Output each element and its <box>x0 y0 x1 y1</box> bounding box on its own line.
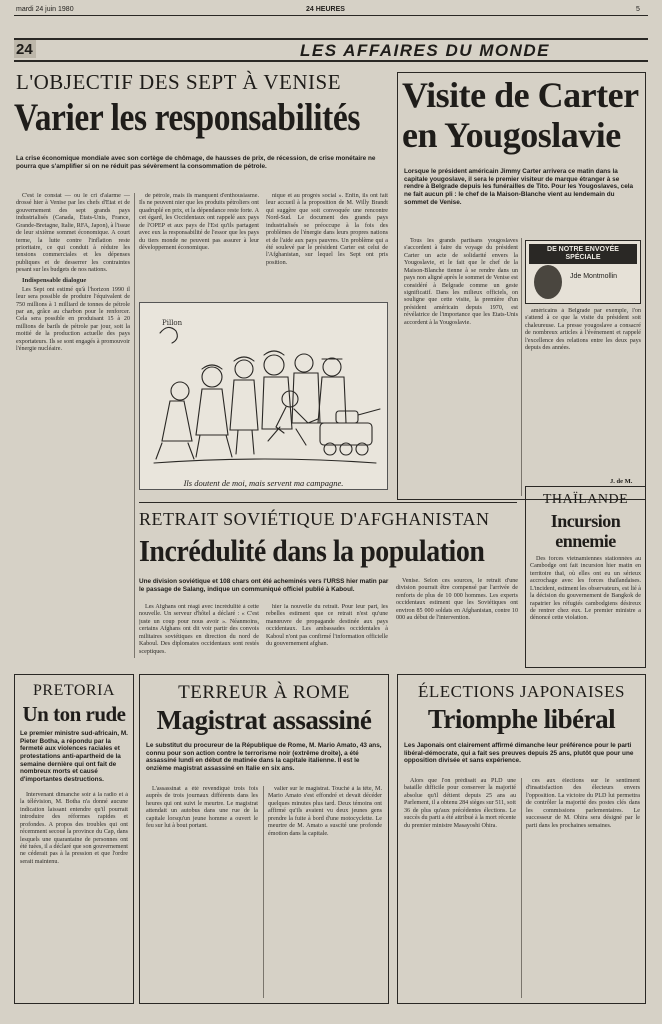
rome-chapo: Le substitut du procureur de la République de Rome, M. Mario Amato, 43 ans, connu pour son action contre le terrorisme noir (extrême droite), a été assassiné lundi en début de matinée dans la capitale italienne. Il est le onzième magistrat assassiné en Italie en six ans. <box>146 742 382 773</box>
afghan-col2-text: hier la nouvelle du retrait. Pour leur part, les rebelles estiment que ce retrait n'est qu'une manœuvre de propagande destinée aux pays occidentaux. Les ambassades occidentales à Kaboul n'ont pas confirmé l'information officielle du gouvernement afghan. <box>266 604 388 648</box>
rome-column-1 <box>146 786 258 998</box>
rome-column-divider <box>263 786 264 998</box>
rome-headline: Magistrat assassiné <box>156 705 372 735</box>
pretoria-text: Intervenant dimanche soir à la radio et à la télévision, M. Botha n'a donné aucune indication laissant entendre qu'il pourrait introduire des réformes rapides et profondes. A propos des troubles qui ont récemment secoué la province du Cap, dans lesquels une quarantaine de personnes ont été tuées, il a déclaré que son gouvernement ne céderait pas à la pression et que l'ordre serait maintenu. <box>20 792 128 865</box>
carter-column-2 <box>525 308 641 476</box>
afghan-kicker: RETRAIT SOVIÉTIQUE D'AFGHANISTAN <box>139 509 490 529</box>
japon-chapo: Les Japonais ont clairement affirmé dimanche leur préférence pour le parti libéral-démocrate, qui a fait ses preuves depuis 25 ans, plutôt que pour une opposition divisée et sans expérience. <box>404 742 634 765</box>
venise-column-2 <box>139 193 259 298</box>
afghan-headline: Incrédulité dans la population <box>139 533 485 568</box>
japon-column-2 <box>526 778 640 998</box>
venise-col2-text: de pétrole, mais ils manquent d'enthousiasme. Ils ne peuvent nier que les produits pétroliers ont quadruplé en prix, et la dépendance reste forte. A cet égard, les Occidentaux ont rappelé aux pays de l'OPEP et aux pays de l'Est qu'ils partagent avec eux la responsabilité de l'essor que les pays du tiers monde ne peuvent pas assurer à leur développement économique. <box>139 193 259 251</box>
carter-column-divider <box>521 238 522 496</box>
carter-signature: J. de M. <box>610 478 633 485</box>
japon-col2-text: ces aux élections sur le sentiment d'insatisfaction des électeurs envers l'opposition. La victoire du PLD lui permettra de contrôler la majorité des postes clés dans les commissions parlementaires. Le successeur de M. Ohira sera désigné par le parti dans les prochaines semaines. <box>526 778 640 829</box>
venise-col1-text: C'est le constat — ou le cri d'alarme — drossé hier à Venise par les chefs d'Etat et de gouvernement des sept grands pays industrialisés (Canada, Etats-Unis, France, Grande-Bretagne, Italie, RFA, Japon), à l'issue de leur sixième sommet économique. A court terme, la lutte contre l'inflation reste prioritaire, ce qui conduit à réduire les tensions commerciales et les dépenses publiques et de desserrer les contraintes pesant sur les budgets de nos nations. <box>16 193 130 274</box>
carter-chapo: Lorsque le président américain Jimmy Carter arrivera ce matin dans la capitale yougoslave, il sera le premier visiteur de marque étranger à se rendre à Belgrade depuis les funérailles de Tito. Pour les Yougoslaves, cela ne fait aucun pli : le chef de la Maison-Blanche vient au lendemain du sommet de Venise. <box>404 168 634 206</box>
venise-column-3 <box>266 193 388 298</box>
venise-subhead: Indispensable dialogue <box>22 276 87 284</box>
svg-text:Pillon: Pillon <box>162 319 183 327</box>
cartoon-illustration <box>139 302 388 490</box>
section-title: LES AFFAIRES DU MONDE <box>300 41 550 60</box>
venise-column-divider <box>134 193 135 658</box>
pretoria-kicker: PRETORIA <box>33 682 115 699</box>
cartoon-drawing <box>140 303 387 489</box>
thailande-text: Des forces vietnamiennes stationnées au Cambodge ont fait incursion hier matin en territoire thaï, où elles ont eu un sérieux accrochage avec les forces thaïlandaises. L'incident, estiment les observateurs, est lié à la décision du gouvernement de Bangkok de rapatrier les réfugiés cambodgiens désireux de rentrer chez eux. Le premier ministre a dénoncé cette violation. <box>530 556 641 622</box>
rome-kicker: TERREUR À ROME <box>178 682 350 703</box>
header-rule <box>14 15 648 16</box>
rome-col2-text: valier sur le magistrat. Touché à la tête, M. Mario Amato s'est effondré et devait décéder quelques minutes plus tard. Deux témoins ont affirmé qu'ils avaient vu deux jeunes gens prendre la fuite à bord d'une motocyclette. Le meurtre de M. Amato a suscité une profonde émotion dans la capitale. <box>268 786 382 837</box>
page-number: 24 <box>16 41 33 58</box>
pretoria-headline: Un ton rude <box>22 702 126 726</box>
rome-column-2 <box>268 786 382 998</box>
special-envoy-badge: DE NOTRE ENVOYÉE SPÉCIALE <box>529 244 637 264</box>
japon-headline: Triomphe libéral <box>427 704 616 734</box>
venise-column-1 <box>16 193 130 657</box>
afghan-column-3 <box>396 578 518 666</box>
afghan-rule <box>139 502 517 503</box>
japon-kicker: ÉLECTIONS JAPONAISES <box>418 682 625 701</box>
carter-col1-text: Tous les grands partisans yougoslaves s'accordent à faire du voyage du président Carter un acte de solidarité envers la Yougoslavie, et le fait que le chef de la Maison-Blanche tienne à se rendre dans un pays non aligné après le sommet de Venise est considéré à Belgrade comme un geste significatif. Dans les milieux officiels, on souligne que cette visite, la première d'un président américain depuis 1970, est révélatrice de l'importance que les Etats-Unis accordent à la Yougoslavie. <box>404 238 518 326</box>
special-envoy-box <box>525 240 641 304</box>
venise-col3-text: nique et au progrès social ». Enfin, ils ont fait leur accueil à la proposition de M. Willy Brandt qui suggère que soit convoquée une rencontre Nord-Sud. Le document des grands pays industrialisés se préoccupe à la fois des problèmes de l'énergie dans leurs propres nations et de l'aide aux pays pauvres. Un problème qui a été soulevé par le président Carter est celui de l'Afghanistan, sur lequel les Sept ont pris position. <box>266 193 388 266</box>
afghan-col3-text: Venise. Selon ces sources, le retrait d'une division pourrait être compensé par l'arrivée de renforts de plus de 10 000 hommes. Les experts occidentaux estiment que les Soviétiques ont environ 85 000 soldats en Afghanistan, contre 10 000 au début de l'intervention. <box>396 578 518 622</box>
venise-col1b-text: Les Sept ont estimé qu'à l'horizon 1990 il leur sera possible de produire l'équivalent de 750 millions à 1 milliard de tonnes de pétrole par an, grâce au charbon pour le renforcer. Cela sera possible en produisant 15 à 20 millions de barils de pétrole par jour, soit la moitié de la production actuelle des pays exportateurs. Ils se sont engagés à promouvoir l'énergie nucléaire. <box>16 286 130 353</box>
carter-col2-text: américains à Belgrade par exemple, l'on s'attend à ce que la visite du président soit chaleureuse. La presse yougoslave a consacré de nombreux articles à l'événement et rappelé l'excellence des relations entre les deux pays depuis des années. <box>525 308 641 352</box>
section-rule-bottom <box>14 60 648 62</box>
pretoria-chapo: Le premier ministre sud-africain, M. Pieter Botha, a répondu par la fermeté aux violences raciales et protestations anti-apartheid de la semaine dernière qui ont fait de nombreux morts et causé d'importantes destructions. <box>20 730 128 784</box>
afghan-col1-text: Les Afghans ont réagi avec incrédulité à cette nouvelle. Un serveur d'hôtel a déclaré : « C'est juste un coup pour nous avoir ». Néanmoins, certains Afghans ont dit voir partir des convois militaires soviétiques en direction du nord de Kaboul. Des diplomates occidentaux sont restés sceptiques. <box>139 604 259 655</box>
reporter-portrait <box>534 265 562 299</box>
venise-headline: Varier les responsabilités <box>14 96 360 139</box>
thailande-kicker: THAÏLANDE <box>542 492 629 507</box>
thailande-headline: Incursion ennemie <box>550 511 621 551</box>
afghan-column-2 <box>266 604 388 666</box>
japon-column-divider <box>521 778 522 998</box>
venise-chapo: La crise économique mondiale avec son cortège de chômage, de hausses de prix, de récession, de crise monétaire ne pourra que s'amplifier si on ne réduit pas sévèrement la consommation de pétrole. <box>16 155 376 170</box>
afghan-column-1 <box>139 604 259 666</box>
folio-number: 5 <box>636 6 640 13</box>
thailande-body <box>530 556 641 662</box>
carter-column-1 <box>404 238 518 496</box>
section-rule-top <box>14 38 648 40</box>
cartoon-caption: Ils doutent de moi, mais servent ma campagne. <box>183 478 344 488</box>
afghan-chapo: Une division soviétique et 108 chars ont été acheminés vers l'URSS hier matin par le passage de Salang, indique un communiqué officiel publié à Kaboul. <box>139 578 389 593</box>
carter-headline: Visite de Carter en Yougoslavie <box>402 75 638 155</box>
reporter-name: Jde Montmollin <box>570 273 618 280</box>
pretoria-body <box>20 792 128 998</box>
japon-col1-text: Alors que l'on prédisait au PLD une bataille difficile pour conserver la majorité absolue qu'il détient depuis 25 ans au Parlement, il a obtenu 284 sièges sur 511, soit 36 de plus qu'aux précédentes élections. Le succès du parti a été attribué à la mort récente du premier ministre Masayoshi Ohira. <box>404 778 516 829</box>
venise-kicker: L'OBJECTIF DES SEPT À VENISE <box>16 70 342 94</box>
issue-date: mardi 24 juin 1980 <box>16 6 74 13</box>
japon-column-1 <box>404 778 516 998</box>
newspaper-name: 24 HEURES <box>306 6 345 13</box>
rome-col1-text: L'assassinat a été revendiqué trois fois auprès de trois journaux différents dans les heures qui ont suivi le meurtre. Le magistrat attendait un autobus dans une rue de la capitale lorsqu'un jeune homme a ouvert le feu sur lui à bout portant. <box>146 786 258 830</box>
